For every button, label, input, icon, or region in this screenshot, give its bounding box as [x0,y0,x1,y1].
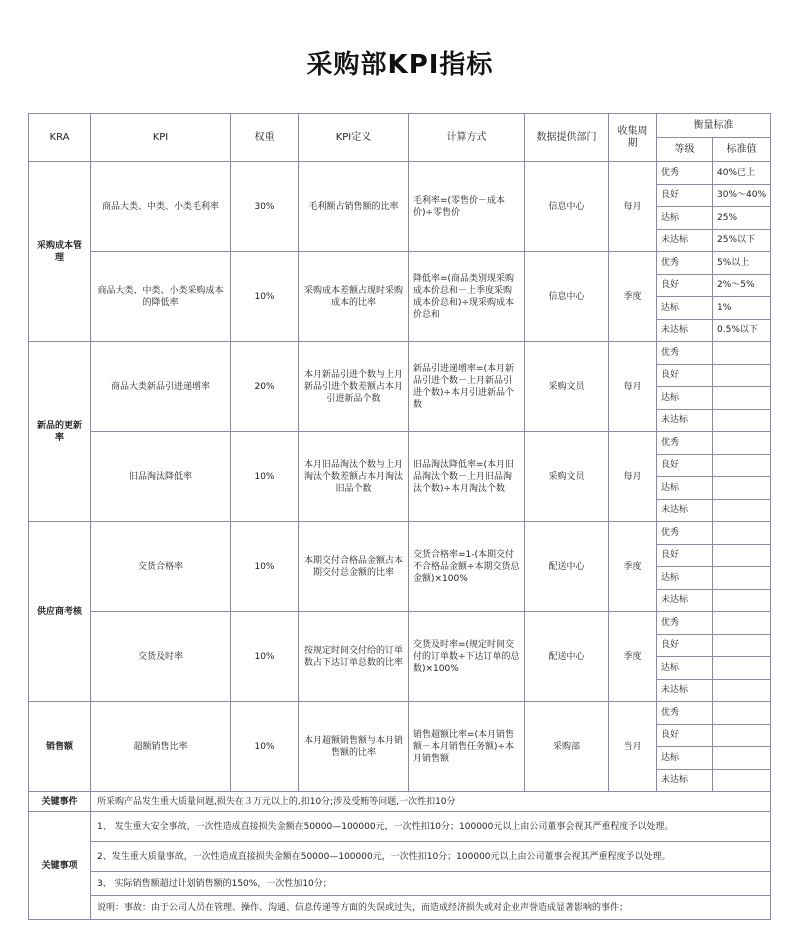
standard-value [713,387,771,410]
standard-level: 良好 [657,454,713,477]
kpi-dept: 信息中心 [525,252,609,342]
kpi-dept: 采购文员 [525,342,609,432]
kpi-calculation: 销售超额比率=(本月销售额－本月销售任务额)÷本月销售额 [409,702,525,792]
standard-level: 达标 [657,477,713,500]
standard-level: 良好 [657,544,713,567]
standard-level: 良好 [657,184,713,207]
kpi-name: 商品大类、中类、小类毛利率 [91,162,231,252]
header-level: 等级 [657,138,713,162]
key-item: 2、发生重大质量事故，一次性造成直接损失金额在50000—100000元，一次性扣10分；100000元以上由公司董事会视其严重程度予以处理。 [91,842,771,872]
kpi-name: 交货及时率 [91,612,231,702]
kpi-dept: 采购部 [525,702,609,792]
kpi-weight: 10% [231,432,299,522]
standard-level: 未达标 [657,319,713,342]
kpi-definition: 采购成本差额占现时采购成本的比率 [299,252,409,342]
kpi-definition: 本月新品引进个数与上月新品引进个数差额占本月引进新品个数 [299,342,409,432]
standard-level: 良好 [657,634,713,657]
key-item: 3、 实际销售额超过计划销售额的150%，一次性加10分； [91,872,771,896]
standard-value: 2%～5% [713,274,771,297]
standard-value [713,747,771,770]
kpi-name: 旧品淘汰降低率 [91,432,231,522]
table-row [29,702,771,725]
standard-value [713,702,771,725]
standard-level: 优秀 [657,432,713,455]
standard-level: 未达标 [657,589,713,612]
standard-level: 优秀 [657,612,713,635]
standard-level: 未达标 [657,229,713,252]
table-row [29,252,771,275]
header-kpi: KPI [91,114,231,162]
standard-value [713,342,771,365]
table-row [29,612,771,635]
standard-level: 优秀 [657,252,713,275]
header-value: 标准值 [713,138,771,162]
header-calculation: 计算方式 [409,114,525,162]
kra-cell: 新品的更新率 [29,342,91,522]
standard-value [713,409,771,432]
kpi-calculation: 降低率=(商品类别现采购成本价总和－上季度采购成本价总和)÷现采购成本价总和 [409,252,525,342]
notes-body [29,792,771,920]
standard-value [713,364,771,387]
kpi-cycle: 每月 [609,162,657,252]
kpi-body [29,162,771,792]
key-event-label: 关键事件 [29,792,91,812]
standard-value [713,724,771,747]
standard-value: 1% [713,297,771,320]
standard-value [713,657,771,680]
kpi-name: 交货合格率 [91,522,231,612]
standard-value: 30%～40% [713,184,771,207]
header-definition: KPI定义 [299,114,409,162]
standard-value [713,769,771,792]
kpi-weight: 10% [231,522,299,612]
standard-value: 0.5%以下 [713,319,771,342]
kpi-table [28,113,771,920]
header-cycle: 收集周期 [609,114,657,162]
standard-level: 达标 [657,747,713,770]
table-row [29,432,771,455]
kpi-dept: 配送中心 [525,522,609,612]
standard-level: 优秀 [657,522,713,545]
standard-level: 良好 [657,724,713,747]
standard-value: 40%已上 [713,162,771,185]
kpi-cycle: 季度 [609,612,657,702]
kpi-cycle: 每月 [609,342,657,432]
standard-level: 达标 [657,657,713,680]
standard-level: 良好 [657,364,713,387]
standard-level: 达标 [657,297,713,320]
kpi-cycle: 季度 [609,522,657,612]
kpi-calculation: 交货及时率=(规定时间交付的订单数÷下达订单的总数)×100% [409,612,525,702]
standard-value [713,544,771,567]
kpi-name: 超额销售比率 [91,702,231,792]
standard-value [713,589,771,612]
standard-level: 达标 [657,387,713,410]
key-event-text: 所采购产品发生重大质量问题,损失在３万元以上的,扣10分;涉及受贿等问题,一次性扣10分 [91,792,771,812]
kpi-definition: 毛利额占销售额的比率 [299,162,409,252]
kpi-cycle: 当月 [609,702,657,792]
standard-level: 良好 [657,274,713,297]
kpi-calculation: 交货合格率=1-(本期交付不合格品金额÷本期交货总金额)×100% [409,522,525,612]
kpi-definition: 本月超额销售额与本月销售额的比率 [299,702,409,792]
kpi-cycle: 季度 [609,252,657,342]
key-items-label: 关键事项 [29,812,91,920]
standard-value [713,432,771,455]
kpi-dept: 采购文员 [525,432,609,522]
standard-level: 未达标 [657,679,713,702]
header-dept: 数据提供部门 [525,114,609,162]
standard-value: 5%以上 [713,252,771,275]
kra-cell: 供应商考核 [29,522,91,702]
kpi-weight: 30% [231,162,299,252]
table-row [29,162,771,185]
standard-value [713,499,771,522]
standard-level: 达标 [657,567,713,590]
kpi-cycle: 每月 [609,432,657,522]
standard-value [713,454,771,477]
standard-level: 未达标 [657,409,713,432]
key-item-note: 说明：事故：由于公司人员在管理、操作、沟通、信息传递等方面的失误或过失，而造成经济损失或对企业声誉造成显著影响的事件； [91,896,771,920]
kpi-name: 商品大类新品引进递增率 [91,342,231,432]
standard-value [713,634,771,657]
kpi-calculation: 新品引进递增率=(本月新品引进个数－上月新品引进个数)÷本月引进新品个数 [409,342,525,432]
kpi-name: 商品大类、中类、小类采购成本的降低率 [91,252,231,342]
kpi-dept: 信息中心 [525,162,609,252]
standard-level: 优秀 [657,342,713,365]
standard-value: 25% [713,207,771,230]
kpi-weight: 20% [231,342,299,432]
standard-value: 25%以下 [713,229,771,252]
kpi-weight: 10% [231,252,299,342]
standard-level: 优秀 [657,162,713,185]
key-item: 1、 发生重大安全事故，一次性造成直接损失金额在50000—100000元，一次性扣10分；100000元以上由公司董事会视其严重程度予以处理。 [91,812,771,842]
table-row [29,522,771,545]
header-kra: KRA [29,114,91,162]
standard-value [713,567,771,590]
standard-level: 优秀 [657,702,713,725]
standard-value [713,612,771,635]
kpi-definition: 本期交付合格品金额占本期交付总金额的比率 [299,522,409,612]
kra-cell: 销售额 [29,702,91,792]
header-weight: 权重 [231,114,299,162]
table-row [29,342,771,365]
kpi-calculation: 旧品淘汰降低率=(本月旧品淘汰个数－上月旧品淘汰个数)÷本月淘汰个数 [409,432,525,522]
header-standard: 衡量标准 [657,114,771,138]
kpi-dept: 配送中心 [525,612,609,702]
kra-cell: 采购成本管理 [29,162,91,342]
kpi-calculation: 毛利率=(零售价－成本价)÷零售价 [409,162,525,252]
kpi-definition: 按规定时间交付给的订单数占下达订单总数的比率 [299,612,409,702]
standard-value [713,522,771,545]
standard-level: 达标 [657,207,713,230]
kpi-definition: 本月旧品淘汰个数与上月淘汰个数差额占本月淘汰旧品个数 [299,432,409,522]
standard-level: 未达标 [657,769,713,792]
kpi-weight: 10% [231,702,299,792]
standard-level: 未达标 [657,499,713,522]
kpi-weight: 10% [231,612,299,702]
standard-value [713,477,771,500]
standard-value [713,679,771,702]
page-title: 采购部KPI指标 [306,50,494,80]
